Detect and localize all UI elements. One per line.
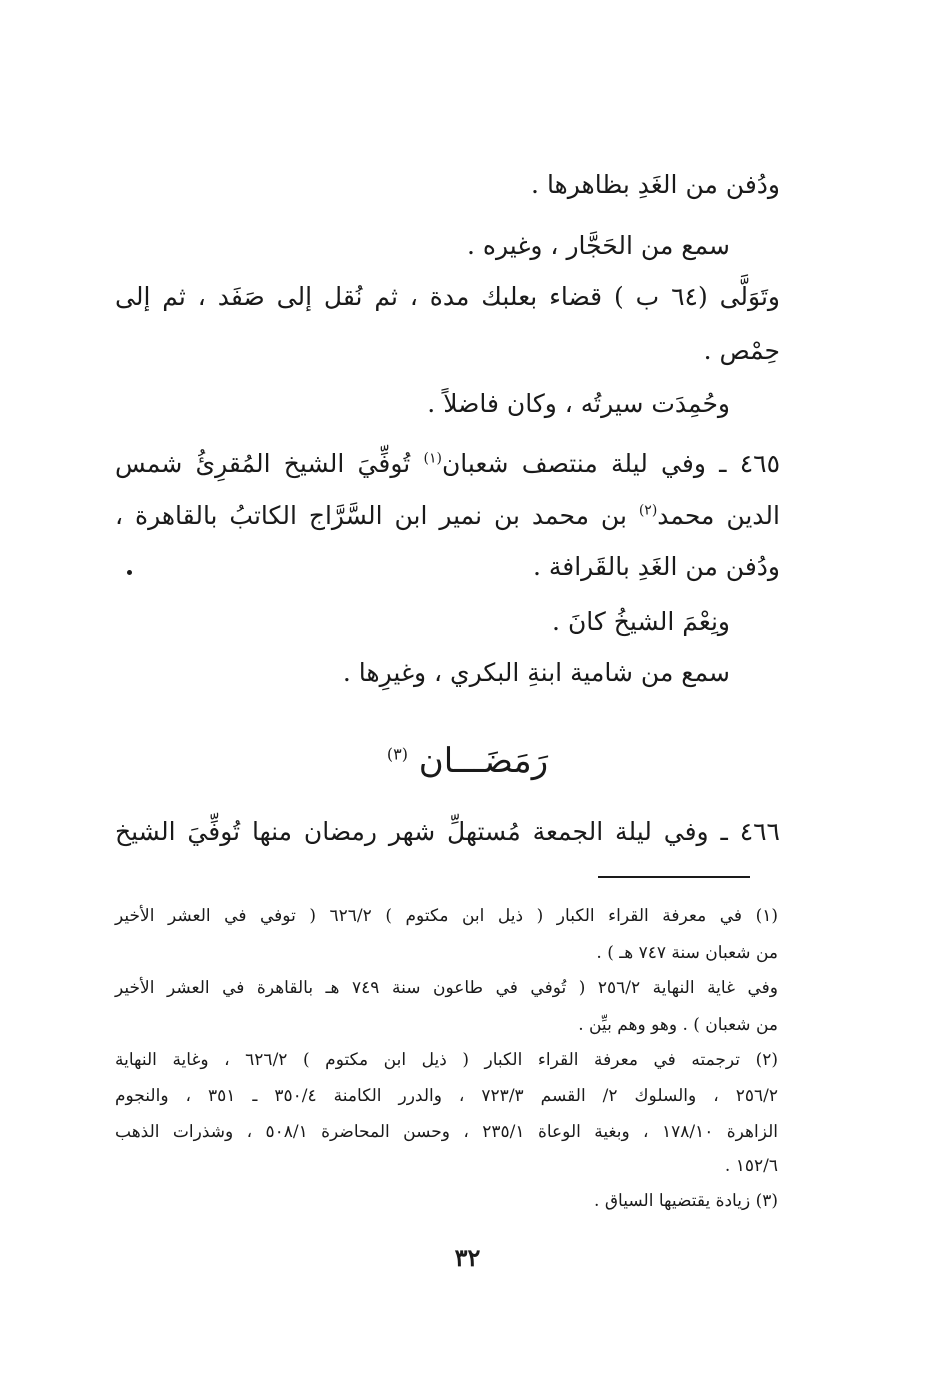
entry-465-rest: تُوفِّيَ الشيخ المُقرِئُ شمس	[115, 449, 411, 478]
footnote-ref-2: (٢)	[638, 502, 658, 519]
footnote-line: من شعبان ) . وهو وهم بيِّن .	[578, 1015, 778, 1035]
entry-465-start: ٤٦٥ ـ وفي ليلة منتصف شعبان	[441, 449, 781, 478]
footnote-line: (٢) ترجمته في معرفة القراء الكبار ( ذيل ابن مكتوم ) ٦٢٦/٢ ، وغاية النهاية	[115, 1050, 779, 1070]
ink-speck	[127, 570, 132, 575]
text-line: ودُفن من الغَدِ بالقَرافة .	[532, 552, 780, 581]
text-line: ودُفن من الغَدِ بظاهرها .	[531, 170, 780, 199]
text-segment: بن محمد بن نمير ابن السَّرَّاج الكاتبُ بالقاهرة ،	[115, 501, 627, 530]
entry-465-line	[115, 446, 780, 482]
footnote-line: ١٥٢/٦ .	[724, 1156, 778, 1176]
footnote-line: (٣) زيادة يقتضيها السياق .	[594, 1191, 778, 1211]
footnote-line: ٢٥٦/٢ ، والسلوك ٢/ القسم ٧٢٣/٣ ، والدرر الكامنة ٣٥٠/٤ ـ ٣٥١ ، والنجوم	[115, 1086, 778, 1106]
footnote-line: (١) في معرفة القراء الكبار ( ذيل ابن مكتوم ) ٦٢٦/٢ ( توفي في العشر الأخير	[115, 906, 779, 926]
text-line: سمع من شامية ابنةِ البكري ، وغيرِها .	[342, 658, 730, 687]
footnote-line: وفي غاية النهاية ٢٥٦/٢ ( تُوفي في طاعون سنة ٧٤٩ هـ بالقاهرة في العشر الأخير	[115, 978, 778, 998]
text-segment: الدين محمد	[657, 501, 780, 530]
footnote-ref-3: (٣)	[386, 744, 408, 764]
page-number: ٣٢	[454, 1243, 481, 1272]
footnote-line: الزاهرة ١٧٨/١٠ ، وبغية الوعاة ٢٣٥/١ ، وحسن المحاضرة ٥٠٨/١ ، وشذرات الذهب	[115, 1122, 778, 1142]
text-line	[115, 498, 780, 534]
text-line: وحُمِدَت سيرتُه ، وكان فاضلاً .	[427, 389, 730, 418]
text-line: وتَوَلَّى (٦٤ ب ) قضاء بعلبك مدة ، ثم نُقل إلى صَفَد ، ثم إلى	[115, 282, 780, 311]
heading-text: رَمَضَـــان	[418, 741, 549, 781]
text-line: ونِعْمَ الشيخُ كانَ .	[552, 607, 730, 636]
text-line: حِمْص .	[703, 336, 780, 365]
text-line: سمع من الحَجَّار ، وغيره .	[467, 231, 730, 260]
footnote-separator	[598, 876, 750, 878]
footnote-ref-1: (١)	[423, 450, 442, 467]
footnote-line: من شعبان سنة ٧٤٧ هـ ) .	[596, 943, 778, 963]
entry-466-line: ٤٦٦ ـ وفي ليلة الجمعة مُستهلِّ شهر رمضان منها تُوفِّيَ الشيخ	[115, 817, 780, 846]
section-heading	[0, 736, 935, 786]
